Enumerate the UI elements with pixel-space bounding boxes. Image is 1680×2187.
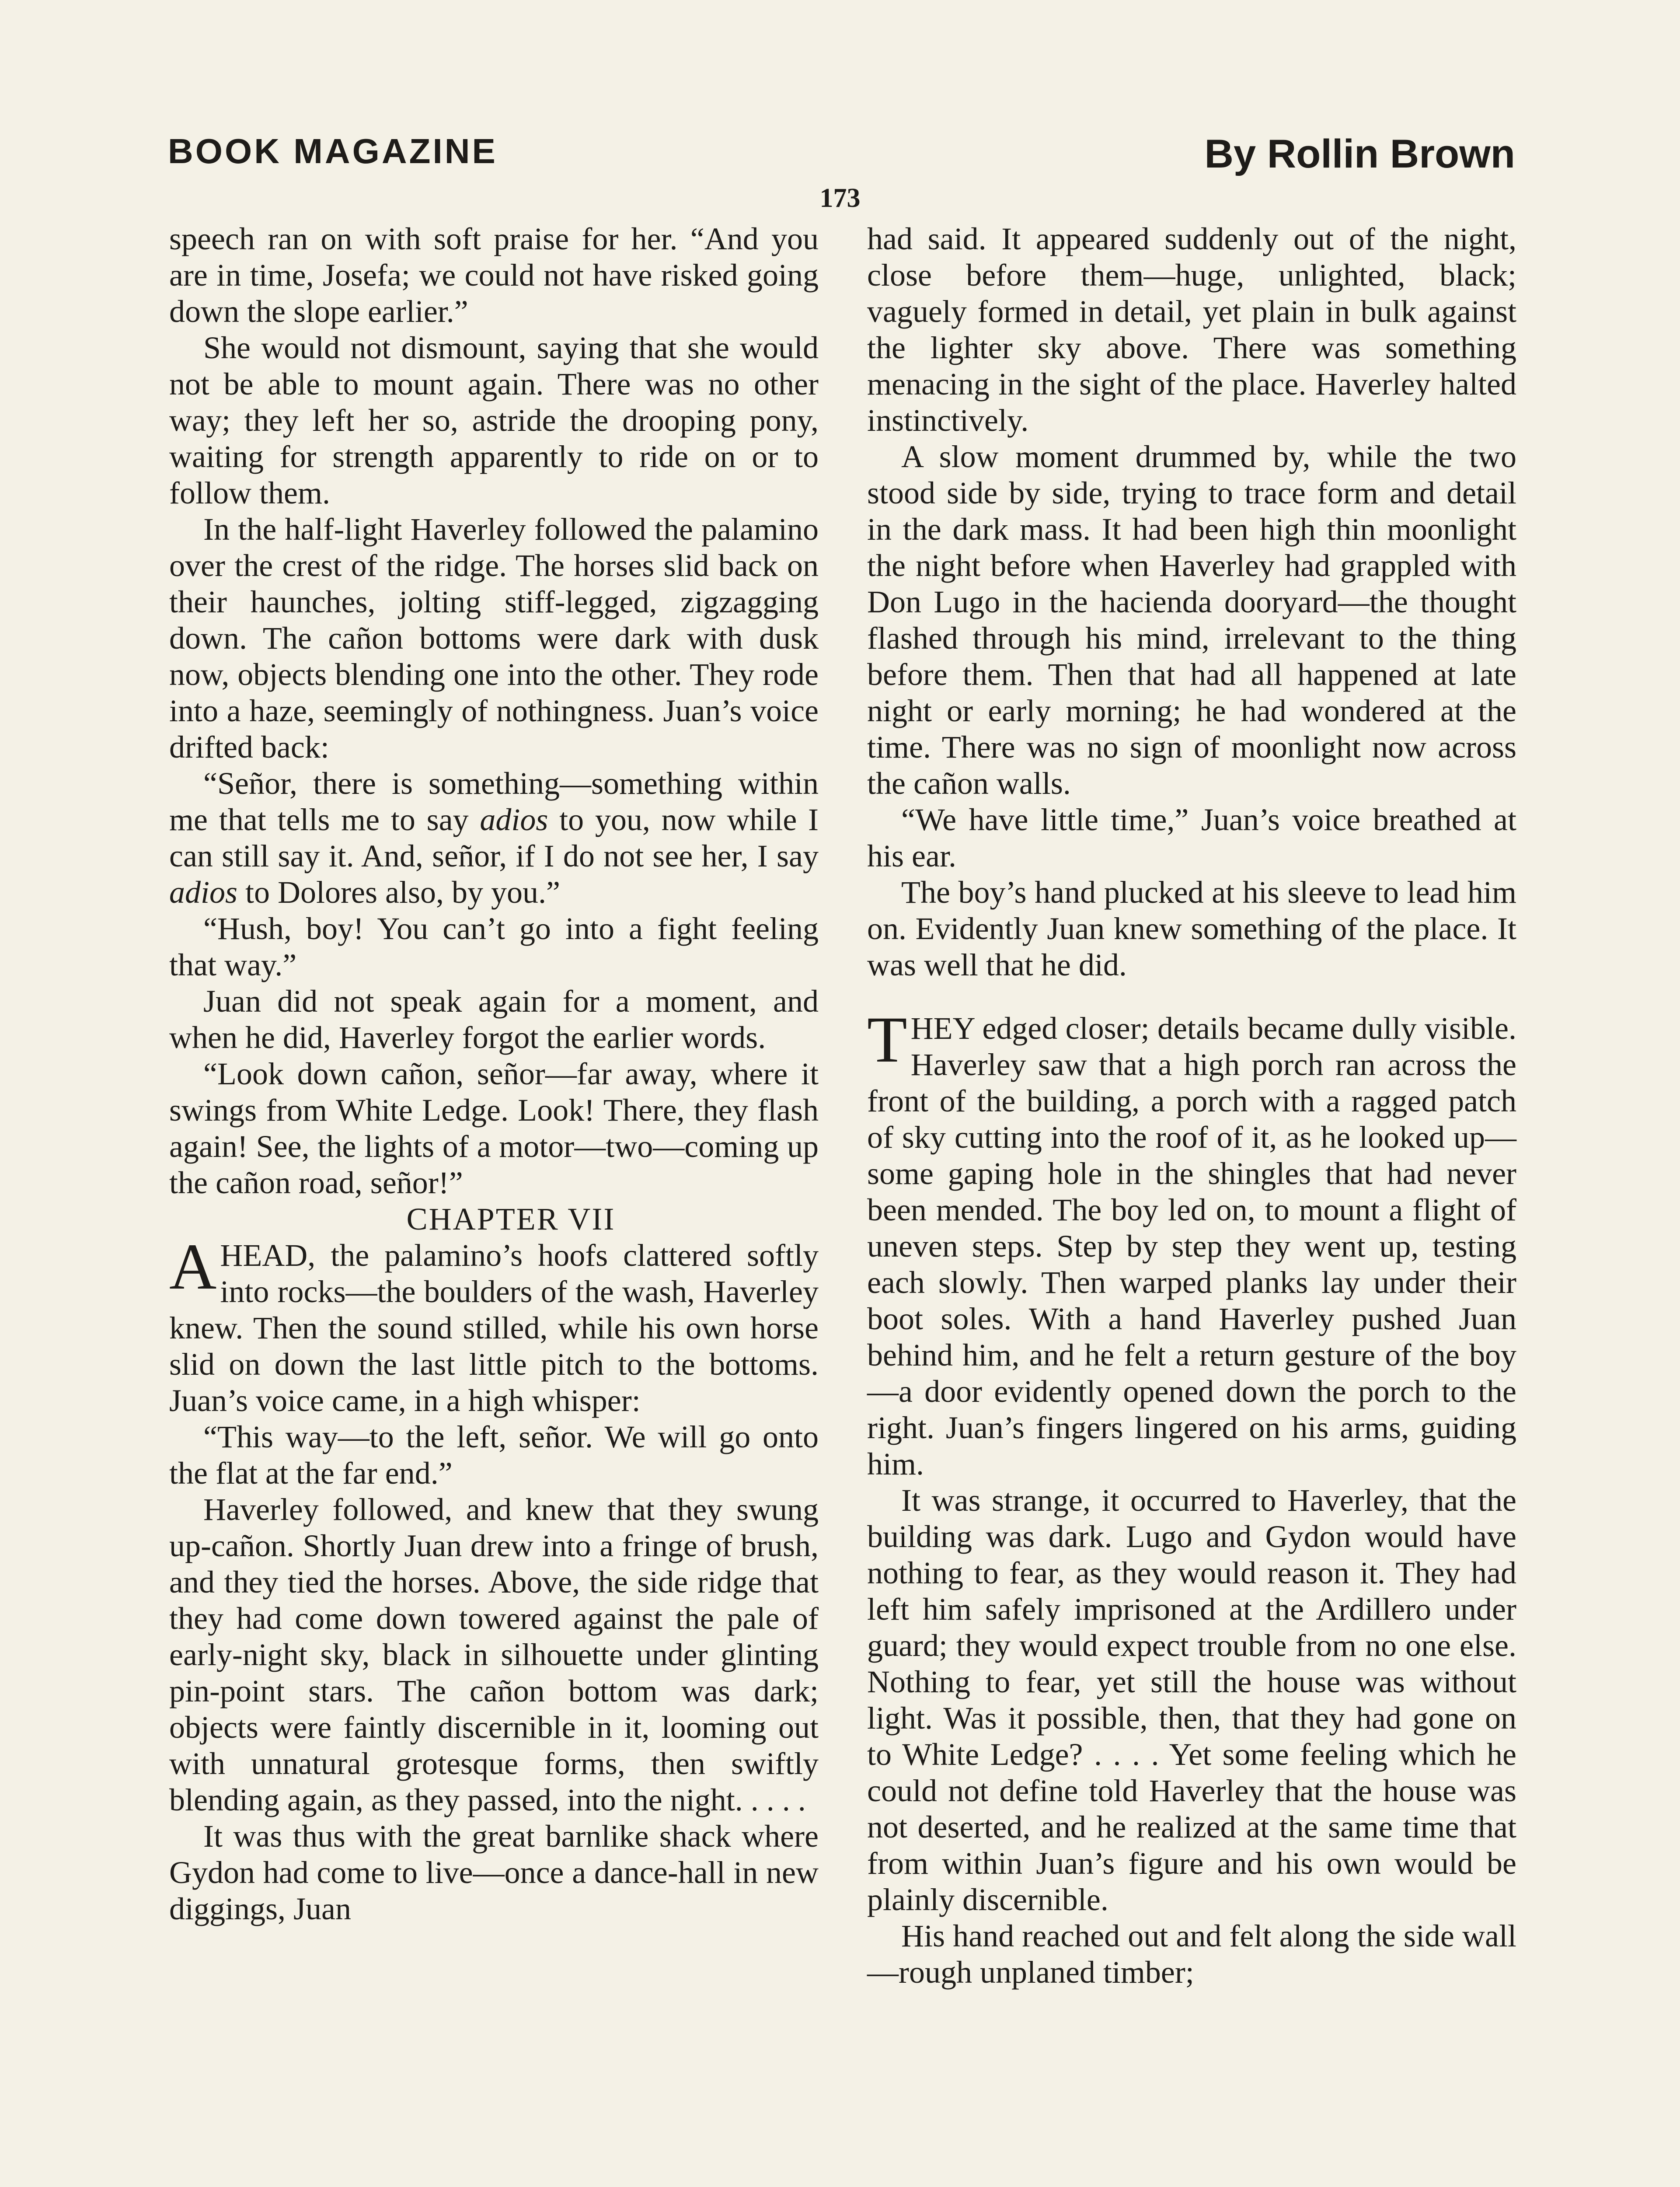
paragraph (169, 1230, 819, 1419)
text-run: HEY edged closer; details became dully visible. Haverley saw that a high porch ran across the front of the building, a porch with a ragged patch of sky cutting into the roof of it, as he looked up—some gaping hole in the shingles that had never been mended. The boy led on, to mount a flight of uneven steps. Step by step they went up, testing each slowly. Then warped planks lay under their boot soles. With a hand Haverley pushed Juan behind him, and he felt a return gesture of the boy—a door evidently opened down the porch to the right. Juan’s fingers lingered on his arms, guiding him. (867, 1011, 1516, 1481)
paragraph: “Look down cañon, señor—far away, where it swings from White Ledge. Look! There, they flash again! See, the lights of a motor—two—coming up the cañon road, señor!” (169, 1056, 819, 1200)
paragraph: She would not dismount, saying that she would not be able to mount again. There was no other way; they left her so, astride the drooping pony, waiting for strength apparently to ride on or to follow them. (169, 330, 819, 510)
paragraph: It was strange, it occurred to Haverley, that the building was dark. Lugo and Gydon would have nothing to fear, as they would reason it. They had left him safely imprisoned at the Ardillero under guard; they would expect trouble from no one else. Nothing to fear, yet still the house was without light. Was it possible, then, that they had gone on to White Ledge? . . . . Yet some feeling which he could not define told Haverley that the house was not deserted, and he realized at the same time that from within Juan’s figure and his own would be plainly discernible. (867, 1483, 1516, 1917)
chapter-heading: CHAPTER VII (406, 1202, 616, 1237)
paragraph (169, 765, 819, 911)
paragraph: speech ran on with soft praise for her. “And you are in time, Josefa; we could not have risked going down the slope earlier.” (169, 221, 819, 329)
text-run: HEAD, the palamino’s hoofs clattered softly into rocks—the boulders of the wash, Haverley knew. Then the sound stilled, while his own horse slid on down the last little pitch to the bottoms. Juan’s voice came, in a high whisper: (169, 1238, 819, 1418)
text-run: “Señor, there is something—something within me that tells me to say (169, 766, 819, 837)
paragraph: “We have little time,” Juan’s voice breathed at his ear. (867, 802, 1516, 873)
paragraph: Juan did not speak again for a moment, and when he did, Haverley forgot the earlier words. (169, 984, 819, 1055)
paragraph: Haverley followed, and knew that they swung up-cañon. Shortly Juan drew into a fringe of brush, and they tied the horses. Above, the side ridge that they had come down towered against the pale of early-night sky, black in silhouette under glinting pin-point stars. The cañon bottom was dark; objects were faintly discernible in it, looming out with unnatural grotesque forms, then swiftly blending again, as they passed, into the night. . . . . (169, 1492, 819, 1817)
paragraph: “This way—to the left, señor. We will go onto the flat at the far end.” (169, 1419, 819, 1491)
paragraph: It was thus with the great barnlike shack where Gydon had come to live—once a dance-hall in new diggings, Juan (169, 1819, 819, 1926)
running-head-magazine: BOOK MAGAZINE (168, 132, 498, 171)
drop-cap: T (867, 1003, 907, 1076)
italic-word: adios (480, 802, 548, 837)
text-run: to you, now while I can still say it. And, señor, if I do not see her, I say (169, 802, 819, 873)
italic-word: adios (169, 875, 238, 910)
paragraph: In the half-light Haverley followed the palamino over the crest of the ridge. The horses slid back on their haunches, jolting stiff-legged, zigzagging down. The cañon bottoms were dark with dusk now, objects blending one into the other. They rode into a haze, seemingly of nothingness. Juan’s voice drifted back: (169, 512, 819, 765)
paragraph (867, 1003, 1516, 1482)
column-left (169, 221, 819, 1927)
paragraph: A slow moment drummed by, while the two stood side by side, trying to trace form and detail in the dark mass. It had been high thin moonlight the night before when Haverley had grappled with Don Lugo in the hacienda dooryard—the thought flashed through his mind, irrelevant to the thing before them. Then that had all happened at late night or early morning; he had wondered at the time. There was no sign of moonlight now across the cañon walls. (867, 439, 1516, 801)
paragraph: His hand reached out and felt along the side wall—rough unplaned timber; (867, 1918, 1516, 1990)
running-head-author: By Rollin Brown (1204, 132, 1515, 176)
column-right (867, 221, 1516, 1991)
paragraph: “Hush, boy! You can’t go into a fight feeling that way.” (169, 911, 819, 982)
page-number: 173 (819, 183, 861, 213)
paragraph: The boy’s hand plucked at his sleeve to lead him on. Evidently Juan knew something of the place. It was well that he did. (867, 875, 1516, 982)
text-run: to Dolores also, by you.” (237, 875, 560, 910)
paragraph: had said. It appeared suddenly out of the night, close before them—huge, unlighted, black; vaguely formed in detail, yet plain in bulk against the lighter sky above. There was something menacing in the sight of the place. Haverley halted instinctively. (867, 221, 1516, 438)
drop-cap: A (169, 1230, 217, 1303)
